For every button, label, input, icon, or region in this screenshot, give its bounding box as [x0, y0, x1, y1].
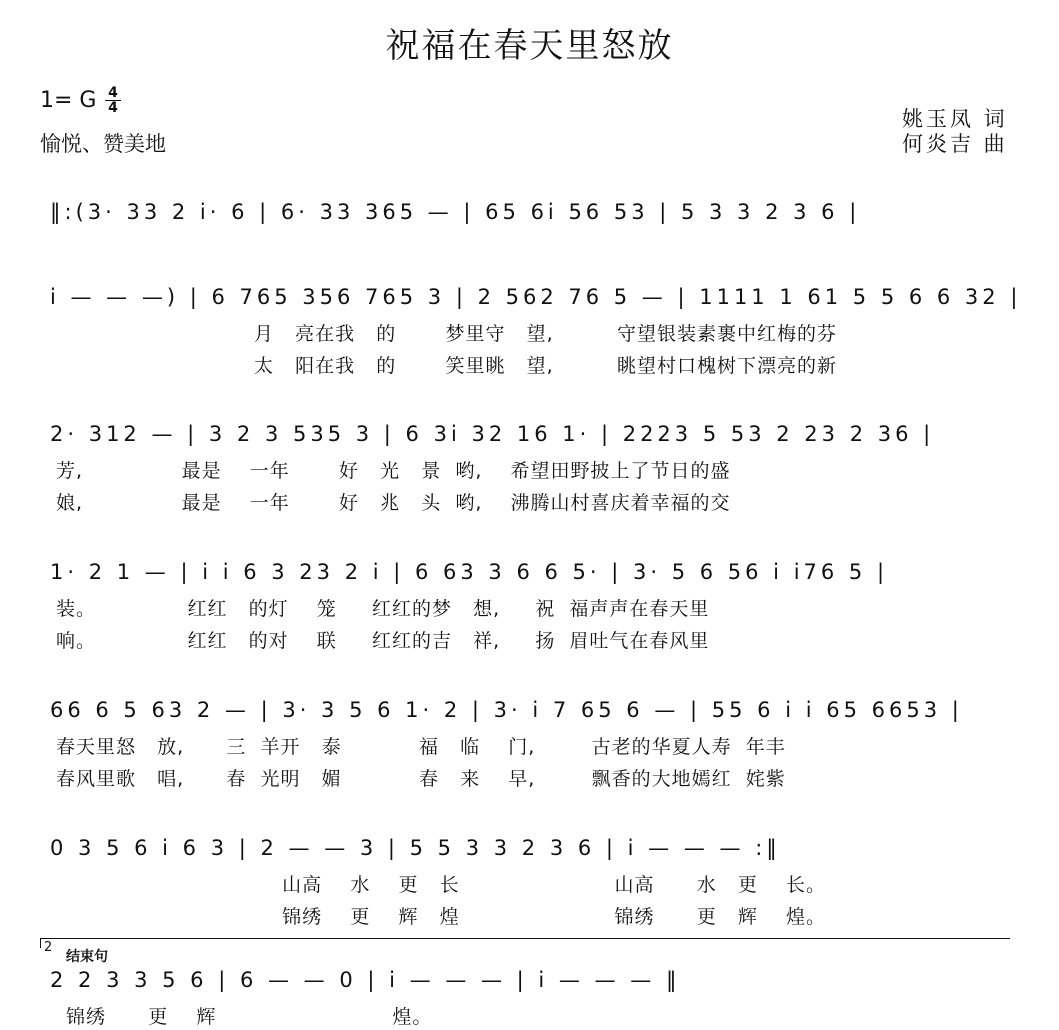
notation-row: 0 3 5 6 i 6 3 | 2 — — 3 | 5 5 3 3 2 3 6 | i — — — :‖ — [50, 836, 781, 860]
notation-row: 66 6 5 63 2 — | 3· 3 5 6 1· 2 | 3· i 7 65 6 — | 55 6 i i 65 6653 | — [50, 698, 963, 722]
time-sig-numerator: 4 — [108, 85, 118, 101]
notation-row: i — — —) | 6 765 356 765 3 | 2 562 76 5 — | 1111 1 61 5 5 6 6 32 | — [50, 285, 1022, 309]
ending-number: 2 — [44, 940, 53, 955]
lyric-line: 芳, 最是 一年 好 光 景 哟, 希望田野披上了节日的盛 — [56, 460, 731, 482]
lyric-line: 锦绣 更 辉 煌。 — [66, 1006, 433, 1028]
notation-row: 2 2 3 3 5 6 | 6 — — 0 | i — — — | i — — — ‖ — [50, 968, 681, 992]
lyric-line: 月 亮在我 的 梦里守 望, 守望银装素裹中红梅的芬 — [254, 323, 838, 345]
lyric-line: 春风里歌 唱, 春 光明 媚 春 来 早, 飘香的大地嫣红 姹紫 — [56, 768, 786, 790]
key-signature: 1= G — [40, 88, 97, 113]
second-ending-bracket — [40, 938, 1010, 939]
tempo-marking: 愉悦、赞美地 — [40, 132, 166, 156]
ending-bracket-tick — [40, 938, 41, 948]
lyric-line: 山高 水 更 长 山高 水 更 长。 — [254, 874, 826, 896]
notation-row: ‖:(3· 33 2 i· 6 | 6· 33 365 — | 65 6i 56 53 | 5 3 3 2 3 6 | — [50, 200, 861, 224]
composer-credit: 何炎吉 曲 — [902, 132, 1008, 156]
notation-row: 1· 2 1 — | i i 6 3 23 2 i | 6 63 3 6 6 5· | 3· 5 6 56 i i76 5 | — [50, 560, 889, 584]
lyric-line: 春天里怒 放, 三 羊开 泰 福 临 门, 古老的华夏人寿 年丰 — [56, 736, 786, 758]
ending-label: 结束句 — [66, 949, 108, 965]
lyric-line: 装。 红红 的灯 笼 红红的梦 想, 祝 福声声在春天里 — [56, 598, 710, 620]
lyric-line: 锦绣 更 辉 煌 锦绣 更 辉 煌。 — [254, 906, 826, 928]
lyricist-credit: 姚玉凤 词 — [902, 107, 1008, 131]
time-sig-denominator: 4 — [108, 100, 118, 116]
lyric-line: 娘, 最是 一年 好 兆 头 哟, 沸腾山村喜庆着幸福的交 — [56, 492, 731, 514]
song-title: 祝福在春天里怒放 — [385, 26, 674, 66]
time-signature — [104, 86, 122, 115]
lyric-line: 响。 红红 的对 联 红红的吉 祥, 扬 眉吐气在春风里 — [56, 630, 710, 652]
notation-row: 2· 312 — | 3 2 3 535 3 | 6 3i 32 16 1· | 2223 5 53 2 23 2 36 | — [50, 422, 935, 446]
lyric-line: 太 阳在我 的 笑里眺 望, 眺望村口槐树下漂亮的新 — [254, 355, 838, 377]
